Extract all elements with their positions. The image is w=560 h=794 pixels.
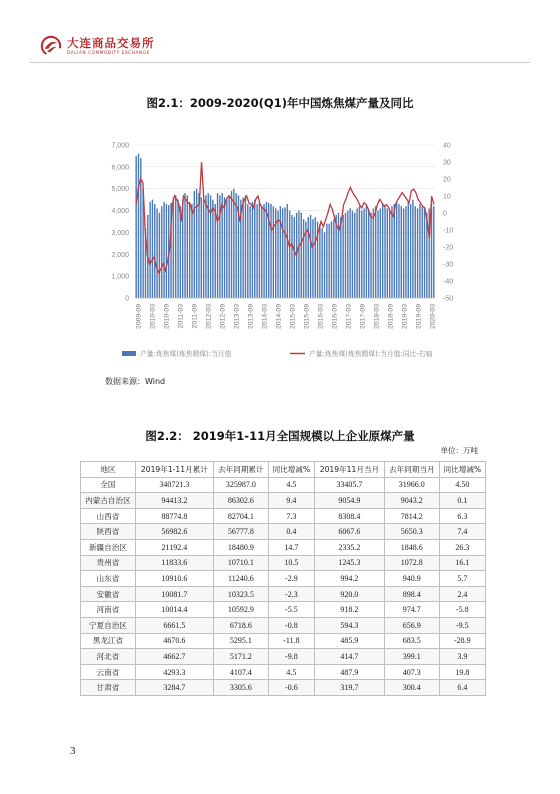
bar [138,154,139,298]
value-cell: 1848.6 [384,539,439,555]
bar [284,207,285,298]
bar [315,217,316,298]
table-header-cell: 2019年11月当月 [315,462,385,478]
table-row [81,680,486,696]
bar [245,195,246,298]
bar [312,219,313,298]
bar [159,213,160,298]
bar [349,208,350,298]
bar [422,206,423,298]
table-row [81,477,486,493]
figure1-source: 数据来源：Wind [105,377,166,386]
value-cell: 407.3 [384,664,439,680]
value-cell: 4.5 [268,477,314,493]
bar [187,195,188,298]
bar [154,204,155,298]
value-cell: 3284.7 [135,680,213,696]
bar [205,195,206,298]
value-cell: 485.9 [315,633,385,649]
value-cell: 10323.5 [213,586,268,602]
value-cell: 9043.2 [384,493,439,509]
value-cell: 683.5 [384,633,439,649]
value-cell: 3305.6 [213,680,268,696]
value-cell: 56777.8 [213,524,268,540]
bar [252,202,253,298]
logo-name-cn: 大连商品交易所 [67,35,155,50]
value-cell: 5.7 [439,571,485,587]
value-cell: 3.9 [439,649,485,665]
table-row [81,617,486,633]
bar [287,204,288,298]
value-cell: 414.7 [315,649,385,665]
value-cell: 656.9 [384,617,439,633]
bar [233,189,234,298]
bar [282,208,283,298]
bar [224,197,225,298]
table-row [81,508,486,524]
value-cell: -9.5 [439,617,485,633]
bar [191,204,192,298]
bar [359,206,360,298]
bar [303,219,304,298]
value-cell: 7.4 [439,524,485,540]
y-left-tick-label: 3,000 [111,229,129,237]
bar [228,195,229,298]
value-cell: 319.7 [315,680,385,696]
bar [301,213,302,298]
dce-logo-icon [40,35,62,57]
value-cell: 14.7 [268,539,314,555]
value-cell: 33405.7 [315,477,385,493]
y-left-tick-label: 2,000 [111,251,129,259]
value-cell: 4293.3 [135,664,213,680]
bar [277,211,278,298]
value-cell: 7.3 [268,508,314,524]
value-cell: 4670.6 [135,633,213,649]
bar [366,206,367,298]
value-cell: 399.1 [384,649,439,665]
bar [175,195,176,298]
bar [417,208,418,298]
bar [270,204,271,298]
bar [217,193,218,298]
legend-line-label: 产量:炼焦煤(炼焦精煤):当月值:同比-右轴 [309,350,433,358]
table-header-cell: 同比增减% [268,462,314,478]
y-right-tick-label: -40 [443,278,454,286]
table-row [81,524,486,540]
value-cell: 5171.2 [213,649,268,665]
bar [201,197,202,298]
bar [384,206,385,298]
table-header-cell: 同比增减% [439,462,485,478]
bar [368,211,369,298]
bar [173,197,174,298]
value-cell: 4662.7 [135,649,213,665]
bar [235,193,236,298]
table-row [81,539,486,555]
value-cell: 1072.8 [384,555,439,571]
y-left-tick-label: 5,000 [111,186,129,194]
bar [408,202,409,298]
y-right-tick-label: 40 [443,142,451,150]
x-tick-label: 2013-09 [247,304,255,329]
x-tick-label: 2011-09 [191,304,199,329]
bar [166,204,167,298]
bar [419,204,420,298]
region-cell: 安徽省 [81,586,136,602]
bar [333,219,334,298]
bar [354,213,355,298]
value-cell: 6661.5 [135,617,213,633]
y-right-tick-label: -30 [443,261,454,269]
value-cell: 594.3 [315,617,385,633]
value-cell: 19.8 [439,664,485,680]
y-right-tick-label: -50 [443,295,454,303]
bar [152,200,153,298]
value-cell: 9.4 [268,493,314,509]
x-tick-label: 2018-09 [387,304,395,329]
bar [249,206,250,298]
coal-production-table [80,461,486,696]
y-right-tick-label: 30 [443,159,451,167]
bar [338,213,339,298]
y-right-tick-label: 10 [443,193,451,201]
bar [298,211,299,298]
value-cell: 5295.1 [213,633,268,649]
x-tick-label: 2019-03 [401,304,409,329]
value-cell: 0.1 [439,493,485,509]
value-cell: 10.5 [268,555,314,571]
value-cell: -11.8 [268,633,314,649]
x-tick-label: 2011-03 [177,304,185,329]
value-cell: 4.50 [439,477,485,493]
bar [405,206,406,298]
value-cell: 2.4 [439,586,485,602]
bar [387,208,388,298]
region-cell: 全国 [81,477,136,493]
bar [347,211,348,298]
bar [163,202,164,298]
region-cell: 贵州省 [81,555,136,571]
value-cell: 94413.2 [135,493,213,509]
value-cell: 10592.9 [213,602,268,618]
x-tick-label: 2009-09 [135,304,143,329]
x-tick-label: 2010-09 [163,304,171,329]
value-cell: 26.3 [439,539,485,555]
bar [222,193,223,298]
table-row [81,555,486,571]
bar [433,206,434,298]
value-cell: -0.6 [268,680,314,696]
x-tick-label: 2012-09 [219,304,227,329]
bar [340,217,341,298]
bar [280,206,281,298]
value-cell: 940.9 [384,571,439,587]
bar [242,197,243,298]
value-cell: 18480.9 [213,539,268,555]
bar [135,156,136,298]
production-chart [100,133,480,373]
value-cell: 31966.0 [384,477,439,493]
bar [319,224,320,298]
bar [396,202,397,298]
bar [215,204,216,298]
bar [310,215,311,298]
value-cell: 6067.6 [315,524,385,540]
value-cell: 10910.6 [135,571,213,587]
bar [294,217,295,298]
bar [391,206,392,298]
bar [342,215,343,298]
y-left-tick-label: 7,000 [111,142,129,150]
region-cell: 河南省 [81,602,136,618]
y-left-tick-label: 0 [125,295,129,303]
value-cell: 1245.3 [315,555,385,571]
value-cell: 11240.6 [213,571,268,587]
bar [394,204,395,298]
bar [389,211,390,298]
region-cell: 山西省 [81,508,136,524]
production-chart-svg [100,133,480,373]
y-right-tick-label: -20 [443,244,454,252]
x-tick-label: 2017-03 [345,304,353,329]
region-cell: 云南省 [81,664,136,680]
value-cell: 7814.2 [384,508,439,524]
table-row [81,493,486,509]
value-cell: 6718.6 [213,617,268,633]
value-cell: 300.4 [384,680,439,696]
bar [328,224,329,298]
value-cell: 9054.9 [315,493,385,509]
bar [259,202,260,298]
y-left-tick-label: 4,000 [111,208,129,216]
bar [177,200,178,298]
value-cell: -5.8 [439,602,485,618]
region-cell: 新疆自治区 [81,539,136,555]
bar [345,213,346,298]
legend-bar-label: 产量:炼焦煤(炼焦精煤):当月值 [140,350,232,358]
value-cell: 920.0 [315,586,385,602]
bar [156,208,157,298]
bar [415,206,416,298]
table-row [81,602,486,618]
x-tick-label: 2016-09 [331,304,339,329]
x-tick-label: 2014-09 [275,304,283,329]
table-row [81,633,486,649]
bar [263,204,264,298]
table-header-row [81,462,486,478]
value-cell: 11833.6 [135,555,213,571]
x-tick-label: 2015-03 [289,304,297,329]
figure1-title: 图2.1：2009-2020(Q1)年中国炼焦煤产量及同比 [146,96,414,110]
value-cell: 340721.3 [135,477,213,493]
table-row [81,571,486,587]
value-cell: 10014.4 [135,602,213,618]
bar [352,211,353,298]
bar [375,206,376,298]
value-cell: 86302.6 [213,493,268,509]
value-cell: 4.5 [268,664,314,680]
value-cell: 16.1 [439,555,485,571]
header-divider [30,62,530,63]
value-cell: 82704.1 [213,508,268,524]
table-row [81,664,486,680]
bar [326,224,327,298]
bar [198,193,199,298]
region-cell: 甘肃省 [81,680,136,696]
bar [184,193,185,298]
table-row [81,586,486,602]
table-header-cell: 去年同期当月 [384,462,439,478]
bar [254,200,255,298]
x-tick-label: 2012-03 [205,304,213,329]
table-header-cell: 地区 [81,462,136,478]
bar [194,191,195,298]
value-cell: -2.9 [268,571,314,587]
bar [161,206,162,298]
bar [203,200,204,298]
value-cell: 5650.3 [384,524,439,540]
bar [261,206,262,298]
bar [231,191,232,298]
value-cell: 918.2 [315,602,385,618]
bar [380,208,381,298]
bar [289,211,290,298]
value-cell: 994.2 [315,571,385,587]
bar [401,206,402,298]
bar [273,206,274,298]
value-cell: 4107.4 [213,664,268,680]
value-cell: -9.8 [268,649,314,665]
value-cell: 974.7 [384,602,439,618]
bar [377,211,378,298]
bar [247,204,248,298]
figure2-title: 图2.2： 2019年1-11月全国规模以上企业原煤产量 [145,429,415,443]
region-cell: 山东省 [81,571,136,587]
bar [424,208,425,298]
bar [398,204,399,298]
bar [212,200,213,298]
bar [403,208,404,298]
region-cell: 内蒙古自治区 [81,493,136,509]
value-cell: 487.9 [315,664,385,680]
value-cell: 10081.7 [135,586,213,602]
region-cell: 宁夏自治区 [81,617,136,633]
x-tick-label: 2018-03 [373,304,381,329]
x-tick-label: 2013-03 [233,304,241,329]
bar [363,208,364,298]
bar [410,204,411,298]
value-cell: 88774.8 [135,508,213,524]
value-cell: 8308.4 [315,508,385,524]
region-cell: 陕西省 [81,524,136,540]
bar [356,208,357,298]
value-cell: -0.8 [268,617,314,633]
region-cell: 黑龙江省 [81,633,136,649]
value-cell: 325987.0 [213,477,268,493]
y-right-tick-label: 0 [443,210,447,218]
x-tick-label: 2017-09 [359,304,367,329]
value-cell: 10710.1 [213,555,268,571]
value-cell: 6.3 [439,508,485,524]
bar [331,222,332,299]
table-header-cell: 去年同期累计 [213,462,268,478]
bar [189,202,190,298]
bar [226,200,227,298]
value-cell: 6.4 [439,680,485,696]
value-cell: -2.3 [268,586,314,602]
x-tick-label: 2019-09 [415,304,423,329]
y-right-tick-label: -10 [443,227,454,235]
bar [324,232,325,298]
bar [196,189,197,298]
x-tick-label: 2020-03 [429,304,437,329]
bar [291,215,292,298]
bar [370,213,371,298]
bar [373,208,374,298]
table-unit: 单位：万吨 [440,446,478,455]
page-header [40,34,155,58]
y-left-tick-label: 6,000 [111,164,129,172]
y-left-tick-label: 1,000 [111,273,129,281]
value-cell: 21192.4 [135,539,213,555]
table-header-cell: 2019年1-11月累计 [135,462,213,478]
table-row [81,649,486,665]
x-tick-label: 2015-09 [303,304,311,329]
value-cell: 2335.2 [315,539,385,555]
x-tick-label: 2014-03 [261,304,269,329]
bar [322,228,323,298]
x-tick-label: 2016-03 [317,304,325,329]
bar [149,202,150,298]
bar [382,204,383,298]
region-cell: 河北省 [81,649,136,665]
bar [361,211,362,298]
value-cell: 56982.6 [135,524,213,540]
bar [256,204,257,298]
page-number: 3 [70,745,76,757]
legend-bar-swatch [122,351,136,356]
y-right-tick-label: 20 [443,176,451,184]
value-cell: -5.5 [268,602,314,618]
x-tick-label: 2010-03 [149,304,157,329]
value-cell: -28.9 [439,633,485,649]
value-cell: 0.4 [268,524,314,540]
logo-name-en: DALIAN COMMODITY EXCHANGE [67,49,150,55]
bar [266,202,267,298]
bar [412,200,413,298]
value-cell: 898.4 [384,586,439,602]
